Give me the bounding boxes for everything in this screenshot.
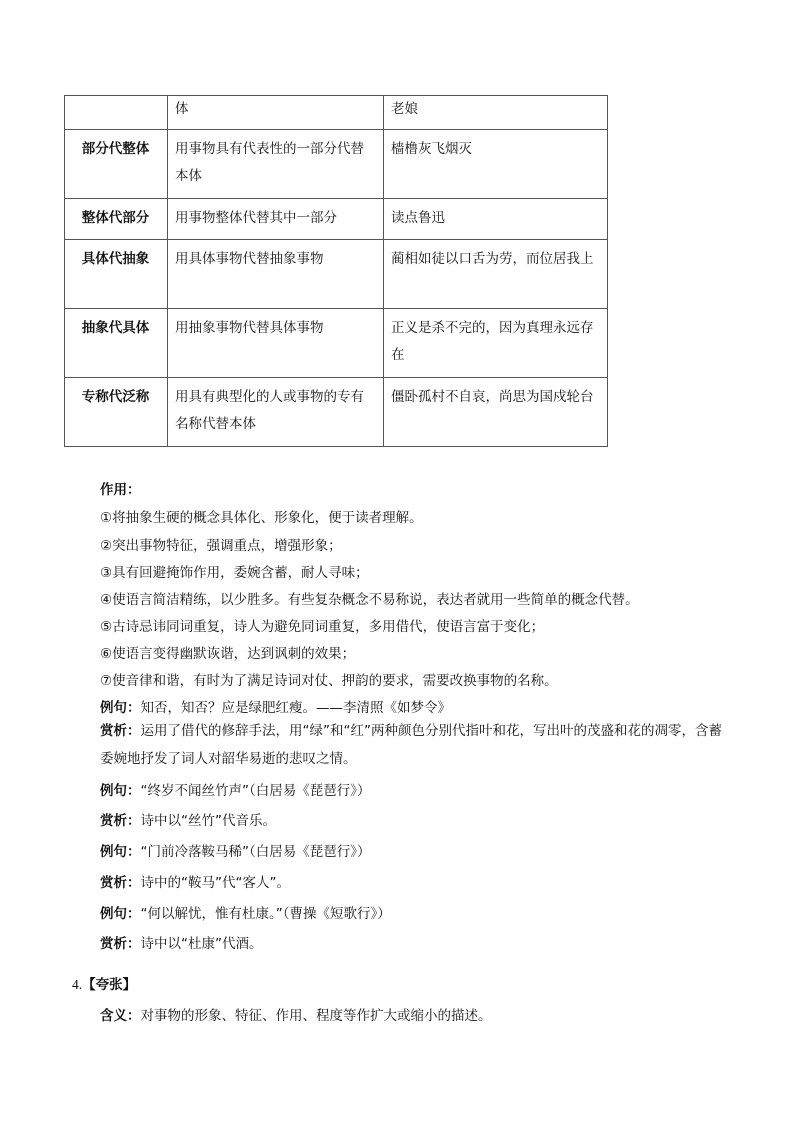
meaning-text: 对事物的形象、特征、作用、程度等作扩大或缩小的描述。 — [140, 1008, 492, 1024]
example-sentence — [100, 779, 371, 799]
analysis-line — [100, 809, 276, 829]
effects-heading: 作用： — [100, 482, 141, 498]
table-row — [65, 130, 608, 199]
analysis-text: 诗中以“杜康”代酒。 — [140, 936, 263, 952]
example-cell: 老娘 — [384, 96, 608, 130]
description-cell: 用抽象事物代替具体事物 — [168, 309, 384, 378]
example-cell: 僵卧孤村不自哀，尚思为国戍轮台 — [384, 378, 608, 447]
example-text: 知否，知否？应是绿肥红瘦。——李清照《如梦令》 — [140, 700, 451, 716]
example-text: “门前冷落鞍马稀”（白居易《琵琶行》） — [140, 844, 371, 860]
description-cell: 用具有典型化的人或事物的专有名称代替本体 — [168, 378, 384, 447]
type-cell: 部分代整体 — [65, 130, 168, 199]
description-cell: 体 — [168, 96, 384, 130]
effect-item: ⑥使语言变得幽默诙谐，达到讽刺的效果； — [100, 646, 356, 662]
example-text: “何以解忧，惟有杜康。”（曹操《短歌行》） — [140, 906, 391, 922]
example-cell: 正义是杀不完的，因为真理永远存在 — [384, 309, 608, 378]
example-label: 例句： — [100, 700, 141, 716]
analysis-text: 诗中以“丝竹”代音乐。 — [140, 813, 276, 829]
effect-item: ③具有回避掩饰作用，委婉含蓄，耐人寻味； — [100, 565, 369, 581]
example-label: 例句： — [100, 906, 141, 922]
example-sentence — [100, 902, 391, 922]
example-label: 例句： — [100, 844, 141, 860]
type-cell: 抽象代具体 — [65, 309, 168, 378]
analysis-line — [100, 871, 290, 891]
example-sentence — [100, 840, 371, 860]
effect-item: ④使语言简洁精练，以少胜多。有些复杂概念不易称说，表达者就用一些简单的概念代替。 — [100, 592, 639, 608]
analysis-label: 赏析： — [100, 875, 141, 891]
section-number: 4. — [72, 977, 83, 992]
analysis-text: 运用了借代的修辞手法，用“绿”和“红”两种颜色分别代指叶和花，写出叶的茂盛和花的凋零，含蓄委婉地抒发了词人对韶华易逝的悲叹之情。 — [100, 723, 722, 767]
example-cell: 樯橹灰飞烟灭 — [384, 130, 608, 199]
meaning-line — [100, 1004, 492, 1024]
description-cell: 用事物整体代替其中一部分 — [168, 199, 384, 240]
example-cell: 读点鲁迅 — [384, 199, 608, 240]
analysis-label: 赏析： — [100, 813, 141, 829]
metonymy-types-table — [64, 95, 608, 447]
table-row — [65, 378, 608, 447]
description-cell: 用事物具有代表性的一部分代替本体 — [168, 130, 384, 199]
example-text: “终岁不闻丝竹声”（白居易《琵琶行》） — [140, 783, 371, 799]
example-label: 例句： — [100, 783, 141, 799]
table-row — [65, 240, 608, 309]
section-heading — [72, 973, 136, 993]
type-cell: 具体代抽象 — [65, 240, 168, 309]
table-row — [65, 96, 608, 130]
analysis-text: 诗中的“鞍马”代“客人”。 — [140, 875, 290, 891]
type-cell: 整体代部分 — [65, 199, 168, 240]
analysis-paragraph — [72, 717, 722, 773]
effect-item: ②突出事物特征，强调重点，增强形象； — [100, 538, 342, 554]
type-cell: 专称代泛称 — [65, 378, 168, 447]
description-cell: 用具体事物代替抽象事物 — [168, 240, 384, 309]
analysis-label: 赏析： — [100, 723, 141, 739]
table-row — [65, 309, 608, 378]
effect-item: ①将抽象生硬的概念具体化、形象化，便于读者理解。 — [100, 510, 423, 526]
table-row — [65, 199, 608, 240]
meaning-label: 含义： — [100, 1008, 141, 1024]
example-cell: 蔺相如徒以口舌为劳，而位居我上 — [384, 240, 608, 309]
example-sentence — [100, 696, 451, 716]
analysis-line — [100, 932, 263, 952]
effect-item: ⑦使音律和谐，有时为了满足诗词对仗、押韵的要求，需要改换事物的名称。 — [100, 673, 558, 689]
effect-item: ⑤古诗忌讳同词重复，诗人为避免同词重复，多用借代，使语言富于变化； — [100, 619, 545, 635]
type-cell — [65, 96, 168, 130]
analysis-label: 赏析： — [100, 936, 141, 952]
section-title: 【夸张】 — [82, 977, 137, 993]
